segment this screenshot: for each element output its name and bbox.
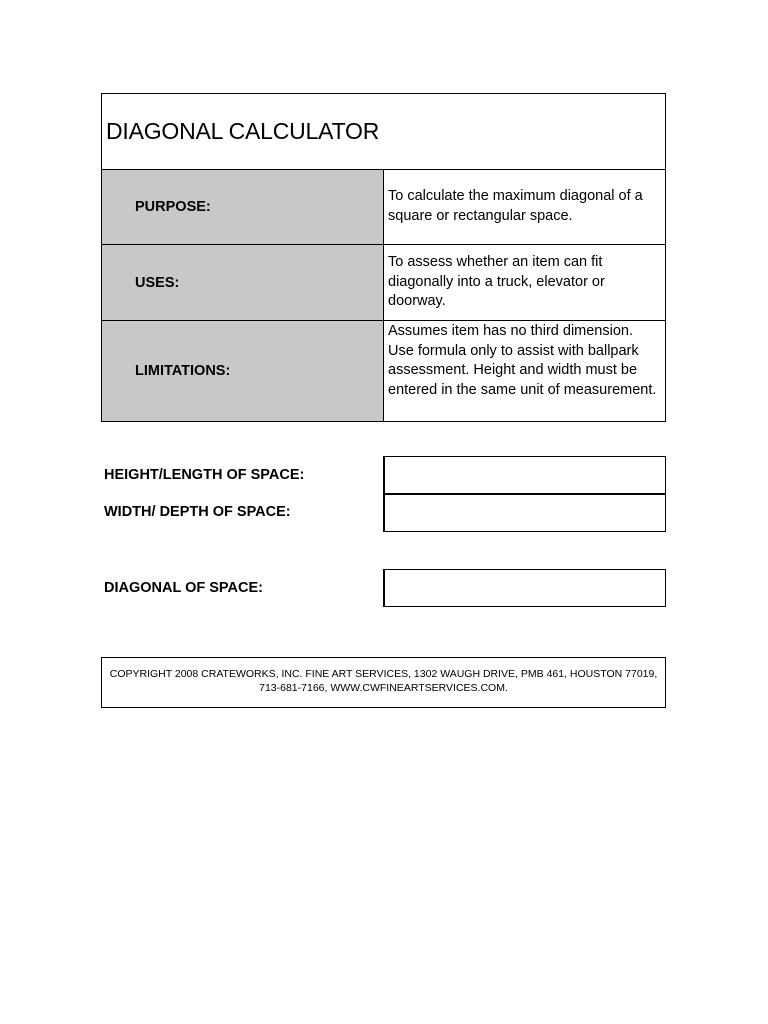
diagonal-label: DIAGONAL OF SPACE: — [104, 580, 263, 596]
uses-text: To assess whether an item can fit diagonally into a truck, elevator or doorway. — [388, 254, 605, 309]
purpose-text: To calculate the maximum diagonal of a square or rectangular space. — [388, 188, 643, 224]
diagonal-output — [383, 569, 666, 607]
height-input[interactable] — [383, 456, 666, 494]
page-title: DIAGONAL CALCULATOR — [106, 118, 380, 144]
limitations-text: Assumes item has no third dimension. Use formula only to assist with ballpark assessment. Height and width must be entered in the same unit of measurement. — [388, 323, 657, 398]
purpose-label: PURPOSE: — [102, 170, 384, 244]
limitations-row — [102, 321, 665, 421]
width-input[interactable] — [383, 494, 666, 532]
uses-label: USES: — [102, 245, 384, 320]
height-label: HEIGHT/LENGTH OF SPACE: — [104, 467, 305, 483]
title-row — [102, 94, 665, 170]
purpose-row — [102, 170, 665, 245]
limitations-label: LIMITATIONS: — [102, 321, 384, 421]
uses-row — [102, 245, 665, 321]
info-table — [101, 93, 666, 422]
copyright-notice: COPYRIGHT 2008 CRATEWORKS, INC. FINE ART SERVICES, 1302 WAUGH DRIVE, PMB 461, HOUSTON 77019, 713-681-7166, WWW.CWFINEARTSERVICES.COM. — [101, 657, 666, 708]
width-label: WIDTH/ DEPTH OF SPACE: — [104, 504, 291, 520]
